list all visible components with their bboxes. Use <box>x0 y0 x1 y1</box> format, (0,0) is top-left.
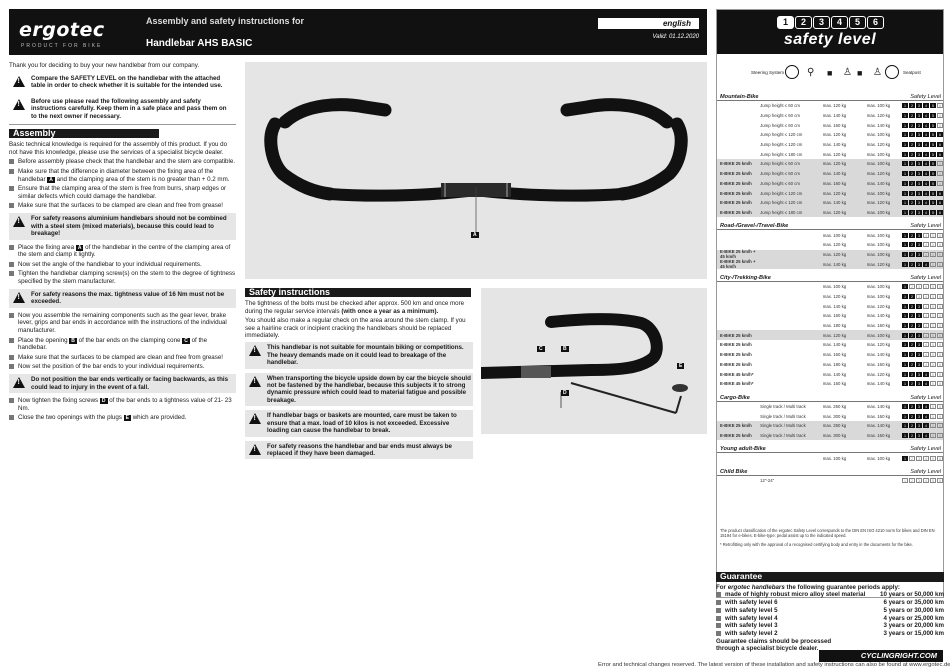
list-item: Close the two openings with the plugs E which are provided. <box>9 414 236 422</box>
label-a: A <box>49 176 53 183</box>
table-row: max. 140 kg max. 120 kg 1 2 3 4 5 6 <box>717 301 943 311</box>
header-bar <box>9 9 707 55</box>
brand-tagline: PRODUCT FOR BIKE <box>21 43 103 49</box>
doc-title: Assembly and safety instructions for <box>146 16 305 26</box>
warning-icon <box>13 216 25 227</box>
table-row: max. 160 kg max. 140 kg 1 2 3 4 5 6 <box>717 311 943 321</box>
seatpost-icon <box>885 65 899 79</box>
table-row: Single track / Multi track max. 250 kg max. 140 kg 1 2 3 4 5 6 <box>717 402 943 412</box>
warning-icon <box>249 376 261 387</box>
list-item: Tighten the handlebar clamping screw(s) on the stem to the degree of tightness specified by the stem manufacturer. <box>9 270 236 285</box>
warning-box: ! Do not position the bar ends vertically or facing backwards, as this could lead to injury in the event of a fall. <box>9 374 236 393</box>
weight-icon: ■ <box>857 68 863 78</box>
classification-notes: The product classification of the ergotec Safety Level corresponds to the DIN EN ISO 4210 norm for bikes and DIN EN 15194 for e-bikes. E-bike-type: pedal assist up to the indicated speed. * Retrofitting only with the approval of a recognised certifying body and entry in the documents for the bike. <box>720 528 935 547</box>
table-row: max. 100 kg max. 100 kg 1 2 3 4 5 6 <box>717 230 943 240</box>
list-item: Place the fixing area A of the handlebar in the centre of the clamping area of the stem and clamp it lightly. <box>9 244 236 259</box>
table-row: Jump height ≤ 60 cm max. 160 kg max. 140 kg 1 2 3 4 5 6 <box>717 120 943 130</box>
warning-icon <box>13 99 25 110</box>
guarantee-list <box>716 591 944 637</box>
warning-icon <box>249 345 261 356</box>
warning-box: ! Before use please read the following assembly and safety instructions carefully. Keep them in a safe place and pass them on to the next owner if necessary. <box>9 96 236 125</box>
assembly-column <box>9 62 236 424</box>
section-title-assembly: Assembly <box>9 129 159 139</box>
guarantee-item: with safety level 3 3 years or 20,000 km <box>716 622 944 630</box>
guarantee-section: Guarantee For ergotec handlebars the following guarantee periods apply: made of highly robust micro alloy steel material 10 years or 50,000 km with safety level 6 6 years or 35,000 km with safety level 5 5 years or 30,000 km with safety level 4 4 years or 25,000 km with safety level 3 3 years or 20,000 km with safety level 2 3 years or 15,000 km Guarantee claims should be processed through a specialist bicycle dealer. <box>716 571 944 653</box>
table-row: E-BIKE 25 km/h Jump height ≤ 60 cm max. 160 kg max. 140 kg 1 2 3 4 5 6 <box>717 179 943 189</box>
warning-box: ! For safety reasons the handlebar and bar ends must always be replaced if they have been damaged. <box>245 441 473 460</box>
table-row: E-BIKE 25 km/h + 45 km/h max. 140 kg max. 120 kg 1 2 3 4 5 6 <box>717 259 943 269</box>
safety-instructions: Safety instructions The tightness of the bolts must be checked after approx. 500 km and once more during the regular service intervals (with once a year as a minimum). You should also make a regular check on the area around the stem clamp. If you see a hairline crack or incipient cracking the handlebars should be replaced immediately. ! This handlebar is not suitable for mountain biking or competitions. The heavy demands made on it could lead to breakage of the handlebar. ! When transporting the bicycle upside down by car the bicycle should not be fastened by the handlebar, because this subjects it to strong dynamic pressure which could lead to material fatigue and possible breakage. ! If handlebar bags or baskets are mounted, care must be taken to ensure that a max. load of 10 kilos is not exceeded. Excessive loading can cause the handlebar to break. ! For safety reasons the handlebar and bar ends must always be replaced if they have been damaged. <box>245 288 473 463</box>
guarantee-claims: Guarantee claims should be processed through a specialist bicycle dealer. <box>716 637 832 653</box>
level-number-5: 5 <box>849 16 866 29</box>
category-tables <box>717 88 943 486</box>
intro-text: Thank you for deciding to buy your new handlebar from our company. <box>9 62 200 69</box>
table-row: 12"-24" 1 2 3 4 5 6 <box>717 476 943 486</box>
level-number-2: 2 <box>795 16 812 29</box>
assembly-intro: Basic technical knowledge is required for the assembly of this product. If you do not have this knowledge, please use the services of a specialist bicycle dealer. <box>9 141 228 156</box>
warning-box: ! If handlebar bags or baskets are mounted, care must be taken to ensure that a max. load of 10 kilos is not exceeded. Excessive loading can cause the handlebar to break. <box>245 410 473 436</box>
warning-icon <box>13 377 25 388</box>
category-header: Mountain-Bike Safety Level <box>717 94 943 101</box>
warning-box: ! For safety reasons aluminium handlebars should not be combined with a steel stem (mixed materials), because this could lead to breakage! <box>9 213 236 240</box>
list-item: Now set the position of the bar ends to your individual requirements. <box>9 363 236 371</box>
bike-icon: ⚲ <box>807 67 815 78</box>
table-row: Jump height ≤ 120 cm max. 120 kg max. 100 kg 1 2 3 4 5 6 <box>717 130 943 140</box>
table-row: max. 180 kg max. 160 kg 1 2 3 4 5 6 <box>717 321 943 331</box>
category-header: City-/Trekking-Bike Safety Level <box>717 275 943 282</box>
warning-box: ! For safety reasons the max. tightness value of 16 Nm must not be exceeded. <box>9 289 236 308</box>
table-row: max. 120 kg max. 100 kg 1 2 3 4 5 6 <box>717 292 943 302</box>
level-number-4: 4 <box>831 16 848 29</box>
guarantee-item: with safety level 2 3 years or 15,000 km <box>716 630 944 638</box>
table-row: E-BIKE 45 km/h* max. 140 kg max. 120 kg 1 2 3 4 5 6 <box>717 369 943 379</box>
level-number-3: 3 <box>813 16 830 29</box>
category-header: Child Bike Safety Level <box>717 469 943 476</box>
language-label: english <box>598 18 699 29</box>
level-number-6: 6 <box>867 16 884 29</box>
table-row: Jump height ≤ 60 cm max. 120 kg max. 100 kg 1 2 3 4 5 6 <box>717 101 943 111</box>
bar-end-illustration <box>481 288 707 434</box>
table-row: E-BIKE 25 km/h Jump height ≤ 60 cm max. 140 kg max. 120 kg 1 2 3 4 5 6 <box>717 169 943 179</box>
usage-icons-row: Steering System ⚲ ■ ♙ ■ ♙ Seatpost <box>751 67 921 78</box>
table-row: Single track / Multi track max. 300 kg max. 160 kg 1 2 3 4 5 6 <box>717 411 943 421</box>
handlebar-illustration <box>245 62 707 279</box>
warning-box: ! This handlebar is not suitable for mountain biking or competitions. The heavy demands made on it could lead to breakage of the handlebar. <box>245 342 473 368</box>
label-e-marker: E <box>679 363 683 369</box>
table-row: E-BIKE 25 km/h Jump height ≤ 120 cm max. 140 kg max. 120 kg 1 2 3 4 5 6 <box>717 198 943 208</box>
brand-logo: ergotec <box>19 19 105 41</box>
rider-icon: ♙ <box>873 67 882 78</box>
table-row: E-BIKE 25 km/h max. 120 kg max. 100 kg 1 2 3 4 5 6 <box>717 330 943 340</box>
category-header: Cargo-Bike Safety Level <box>717 395 943 402</box>
table-row: Jump height ≤ 120 cm max. 140 kg max. 120 kg 1 2 3 4 5 6 <box>717 140 943 150</box>
label-a-marker: A <box>473 232 477 238</box>
table-row: max. 100 kg max. 100 kg 1 2 3 4 5 6 <box>717 453 943 463</box>
safety-level-panel <box>716 9 944 598</box>
guarantee-item: with safety level 4 4 years or 25,000 km <box>716 615 944 623</box>
list-item: Make sure that the difference in diameter between the fixing area of the handlebar A and the clamping area of the stem is no greater than + 0.2 mm. <box>9 168 236 183</box>
warning-icon <box>13 76 25 87</box>
label-b-marker: B <box>563 346 567 352</box>
product-name: Handlebar AHS BASIC <box>146 38 253 49</box>
table-row: E-BIKE 25 km/h max. 140 kg max. 120 kg 1 2 3 4 5 6 <box>717 340 943 350</box>
list-item: Now tighten the fixing screws D of the bar ends to a tightness value of 21- 23 Nm. <box>9 397 236 412</box>
warning-box: ! When transporting the bicycle upside down by car the bicycle should not be fastened by the handlebar, because this subjects it to strong dynamic pressure which could lead to material fatigue and possible breakage. <box>245 373 473 407</box>
table-row: E-BIKE 25 km/h Single track / Multi track max. 250 kg max. 140 kg 1 2 3 4 5 6 <box>717 421 943 431</box>
table-row: E-BIKE 25 km/h max. 160 kg max. 140 kg 1 2 3 4 5 6 <box>717 350 943 360</box>
label-a: A <box>77 244 82 251</box>
label-c-marker: C <box>539 346 543 352</box>
table-row: E-BIKE 25 km/h + 45 km/h max. 120 kg max. 100 kg 1 2 3 4 5 6 <box>717 250 943 260</box>
warning-icon <box>13 292 25 303</box>
guarantee-item: made of highly robust micro alloy steel material 10 years or 50,000 km <box>716 591 944 599</box>
guarantee-item: with safety level 5 5 years or 30,000 km <box>716 607 944 615</box>
warning-icon <box>249 413 261 424</box>
table-row: E-BIKE 25 km/h Jump height ≤ 120 cm max. 120 kg max. 100 kg 1 2 3 4 5 6 <box>717 188 943 198</box>
website-link[interactable]: CYCLINGRIGHT.COM <box>819 650 943 662</box>
handlebar-drawing <box>245 62 707 279</box>
guarantee-item: with safety level 6 6 years or 35,000 km <box>716 599 944 607</box>
table-row: E-BIKE 25 km/h max. 180 kg max. 160 kg 1 2 3 4 5 6 <box>717 360 943 370</box>
list-item: Now you assemble the remaining components such as the gear lever, brake lever, grips and bar ends in accordance with the instructions of the individual manufacturer. <box>9 312 236 335</box>
section-title-safety: Safety instructions <box>245 288 471 297</box>
steering-icon <box>785 65 799 79</box>
list-item: Make sure that the surfaces to be clamped are clean and free from grease! <box>9 354 236 362</box>
table-row: Jump height ≤ 60 cm max. 140 kg max. 120 kg 1 2 3 4 5 6 <box>717 111 943 121</box>
luggage-icon: ■ <box>827 68 833 78</box>
category-header: Young adult-Bike Safety Level <box>717 446 943 453</box>
table-row: E-BIKE 25 km/h Jump height ≤ 60 cm max. 120 kg max. 100 kg 1 2 3 4 5 6 <box>717 159 943 169</box>
warning-box: ! Compare the SAFETY LEVEL on the handlebar with the attached table in order to check whether it is suitable for the intended use. <box>9 73 236 92</box>
footer-note: Error and technical changes reserved. The latest version of these installation and safety instructions can also be found at www.ergotec.de <box>598 662 950 668</box>
list-item: Make sure that the surfaces to be clamped are clean and free from grease! <box>9 202 236 210</box>
level-numbers <box>777 16 884 29</box>
safety-level-header <box>717 10 943 54</box>
section-title-guarantee: Guarantee <box>716 572 944 582</box>
table-row: max. 120 kg max. 100 kg 1 2 3 4 5 6 <box>717 240 943 250</box>
list-item: Ensure that the clamping area of the stem is free from burrs, sharp edges or similar defects which could damage the handlebar. <box>9 185 236 200</box>
safety-level-title: safety level <box>783 31 877 48</box>
category-header: Road-/Gravel-/Travel-Bike Safety Level <box>717 223 943 230</box>
valid-date: Valid: 01.12.2020 <box>652 34 699 40</box>
list-item: Place the opening B of the bar ends on the clamping cone C of the handlebar. <box>9 337 236 352</box>
table-row: max. 100 kg max. 100 kg 1 2 3 4 5 6 <box>717 282 943 292</box>
table-row: E-BIKE 25 km/h Jump height ≤ 180 cm max. 120 kg max. 100 kg 1 2 3 4 5 6 <box>717 208 943 218</box>
person-icon: ♙ <box>843 67 852 78</box>
level-number-1: 1 <box>777 16 794 29</box>
table-row: Jump height ≤ 180 cm max. 120 kg max. 100 kg 1 2 3 4 5 6 <box>717 149 943 159</box>
warning-icon <box>249 444 261 455</box>
table-row: E-BIKE 25 km/h Single track / Multi track max. 300 kg max. 160 kg 1 2 3 4 5 6 <box>717 431 943 441</box>
label-d-marker: D <box>563 390 567 396</box>
table-row: E-BIKE 45 km/h* max. 160 kg max. 140 kg 1 2 3 4 5 6 <box>717 379 943 389</box>
bar-end-drawing <box>481 288 707 434</box>
list-item: Now set the angle of the handlebar to your individual requirements. <box>9 261 236 269</box>
list-item: Before assembly please check that the handlebar and the stem are compatible. <box>9 158 236 166</box>
